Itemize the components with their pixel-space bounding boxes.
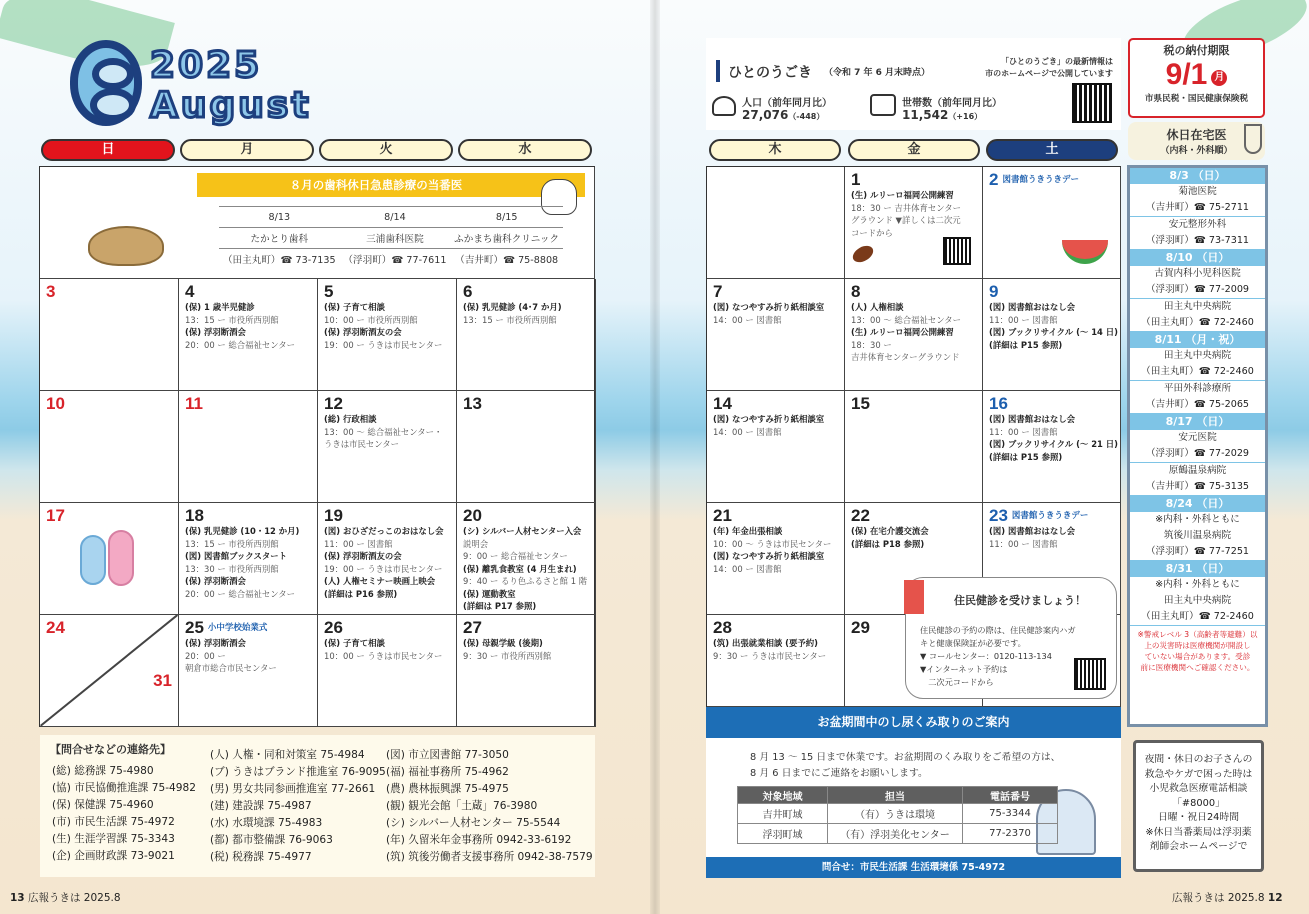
title-bar-icon <box>716 60 720 82</box>
day-number: 18 <box>185 506 204 525</box>
contact-col-3 <box>386 747 593 866</box>
day-number: 15 <box>851 394 870 413</box>
day-number: 29 <box>851 618 870 637</box>
year-title: 2025 August <box>150 45 312 126</box>
table-cell: （有）浮羽美化センター <box>828 824 963 844</box>
holiday-doctor-entry <box>1130 381 1265 414</box>
table-cell: 77-2370 <box>963 824 1058 844</box>
event-line: コードから <box>851 227 893 238</box>
event-line: (保) 母親学級 (後期) <box>463 638 543 648</box>
holiday-doctor-sub: （内科・外科順） <box>1160 146 1233 156</box>
contact-entry: (総) 総務課 75-4980 <box>52 765 154 777</box>
contact-col-1 <box>52 763 196 865</box>
calendar-day-12 <box>318 391 457 503</box>
event-line: (生) ルリーロ福岡公開練習 <box>851 327 954 337</box>
event-line: (保) 浮羽断酒友の会 <box>324 327 402 337</box>
weekday-tue: 火 <box>319 139 453 161</box>
contact-list <box>40 735 595 877</box>
contact-entry: (人) 人権・同和対策室 75-4984 <box>210 749 365 761</box>
holiday-doctor-title: 休日在宅医 <box>1166 128 1227 142</box>
calendar-day-24 <box>40 615 179 727</box>
health-checkup-box <box>905 577 1117 699</box>
calendar-day-2 <box>983 167 1121 279</box>
holiday-doctor-line: 原鶴温泉病院 <box>1168 465 1227 476</box>
event-line: (総) 行政相談 <box>324 414 377 424</box>
day-number-31: 31 <box>153 671 172 690</box>
contact-col-2 <box>210 747 386 866</box>
event-line: 吉井体育センターグラウンド <box>851 352 960 362</box>
day-number: 27 <box>463 618 482 637</box>
event-line: 13：15 ー 市役所西別館 <box>185 538 279 549</box>
event-tag: 小中学校始業式 <box>207 623 268 633</box>
holiday-doctor-entry <box>1130 512 1265 561</box>
holiday-doctor-line: （吉井町）☎ 75-2065 <box>1145 399 1250 410</box>
event-line: (年) 年金出張相談 <box>713 526 783 536</box>
event-line: 10：00 ～ うきは市民センター <box>713 538 832 549</box>
weekday-wed: 水 <box>458 139 592 161</box>
event-line: (図) おひざだっこのおはなし会 <box>324 526 444 536</box>
straw-hat-icon <box>88 226 164 266</box>
contact-title: 【問合せなどの連絡先】 <box>50 743 171 756</box>
footer-right: 広報うきは 2025.8 12 <box>1172 892 1283 904</box>
health-checkup-title: 住民健診を受けましょう！ <box>954 594 1086 607</box>
obon-text: 8 月 13 ～ 15 日まで休業です。お盆期間のくみ取りをご希望の方は、 8 月 6 日までにご連絡をお願いします。 <box>750 752 1061 779</box>
holiday-doctor-line: 田主丸中央病院 <box>1163 301 1232 312</box>
calendar-day-25 <box>179 615 318 727</box>
event-line: 9：30 ー うきは市民センター <box>713 650 827 661</box>
event-line: (保) 浮羽断酒友の会 <box>324 551 402 561</box>
day-number: 10 <box>46 394 65 413</box>
event-line: 説明会 <box>463 538 489 549</box>
event-line: 9：40 ー るり色ふるさと館 1 階 <box>463 576 588 586</box>
dental-title: ８月の歯科休日急患診療の当番医 <box>197 173 585 197</box>
calendar-day-8 <box>845 279 983 391</box>
contact-entry: (年) 久留米年金事務所 0942-33-6192 <box>386 834 572 846</box>
event-line: (人) 人権セミナー映画上映会 <box>324 576 436 586</box>
day-number: 6 <box>463 282 473 301</box>
event-line: 14：00 ー 図書館 <box>713 426 782 437</box>
event-line: 朝倉市総合市民センター <box>185 663 277 673</box>
qr-code-icon[interactable] <box>1074 658 1106 690</box>
calendar-day-21 <box>707 503 845 615</box>
contact-entry: (図) 市立図書館 77-3050 <box>386 749 509 761</box>
night-line: ※休日当番薬局は浮羽薬 <box>1145 826 1252 838</box>
event-line: 9：30 ー 市役所西別館 <box>463 650 552 661</box>
event-line: 11：00 ー 図書館 <box>324 538 393 549</box>
holiday-date-header: 8/3 （日） <box>1130 168 1265 184</box>
bookmark-icon <box>904 580 924 614</box>
day-number: 25 <box>185 618 204 637</box>
calendar-day-3 <box>40 279 179 391</box>
event-line: 20：00 ー 総合福祉センター <box>185 588 296 599</box>
dental-date: 8/13 <box>219 207 340 228</box>
holiday-doctor-entry <box>1130 430 1265 463</box>
dental-clinic: たかとり歯科 <box>219 228 340 249</box>
night-line: 小児救急医療電話相談 <box>1149 783 1248 794</box>
table-header: 担当 <box>828 787 963 804</box>
stethoscope-icon <box>1244 124 1262 154</box>
population-date: （令和 7 年 6 月末時点） <box>824 68 931 78</box>
night-line: 剤師会ホームページで <box>1149 841 1248 852</box>
dental-phone: （吉井町）☎ 75-8808 <box>450 249 563 270</box>
event-line: 19：00 ー うきは市民センター <box>324 339 443 350</box>
event-line: (生) ルリーロ福岡公開練習 <box>851 190 954 200</box>
event-line: 14：00 ー 図書館 <box>713 314 782 325</box>
event-line: (人) 人権相談 <box>851 302 904 312</box>
calendar-blank-cell <box>707 167 845 279</box>
event-line: (保) 離乳食教室 (4 月生まれ) <box>463 563 577 574</box>
contact-entry: (筑) 筑後労働者支援事務所 0942-38-7579 <box>386 851 593 863</box>
event-line: 20：00 ー 総合福祉センター <box>185 339 296 350</box>
event-line: (詳細は P16 参照) <box>324 588 398 599</box>
weekday-sat: 土 <box>986 139 1118 161</box>
calendar-day-11 <box>179 391 318 503</box>
day-number: 16 <box>989 394 1008 413</box>
event-line: (保) 子育て相談 <box>324 302 385 312</box>
day-number: 17 <box>46 506 65 525</box>
dental-date: 8/15 <box>450 207 563 228</box>
disaster-note <box>1130 626 1265 673</box>
day-number: 26 <box>324 618 343 637</box>
population-label: 人口（前年同月比） <box>742 98 832 109</box>
disaster-note-line: 上の災害時は医療機関が開設し <box>1144 641 1251 650</box>
contact-entry: (市) 市民生活課 75-4972 <box>52 816 175 828</box>
holiday-doctor-line: 古賀内科小児科医院 <box>1154 268 1241 279</box>
event-line: グラウンド ▼詳しくは二次元 <box>851 215 961 225</box>
dental-table <box>219 206 563 270</box>
night-line: 「#8000」 <box>1172 797 1225 809</box>
table-header: 対象地域 <box>738 787 828 804</box>
event-line: (詳細は P17 参照) <box>463 601 537 611</box>
event-line: (保) 乳児健診 (10・12 か月) <box>185 526 300 536</box>
event-line: 18：30 ー 吉井体育センター <box>851 202 962 213</box>
event-line: 13：30 ー 市役所西別館 <box>185 563 279 574</box>
month-number-graphic <box>70 40 142 126</box>
event-line: 14：00 ー 図書館 <box>713 563 782 574</box>
table-cell: 浮羽町域 <box>738 824 828 844</box>
holiday-date-header: 8/11 （月・祝） <box>1130 332 1265 348</box>
weekday-mon: 月 <box>180 139 314 161</box>
event-line: 10：00 ー 市役所西別館 <box>324 314 418 325</box>
calendar-day-6 <box>457 279 596 391</box>
holiday-doctor-line: （田主丸町）☎ 72-2460 <box>1141 366 1254 377</box>
contact-entry: (生) 生涯学習課 75-3343 <box>52 833 175 845</box>
event-line: 13：00 ～ 総合福祉センター <box>851 314 962 325</box>
holiday-doctor-entry <box>1130 184 1265 217</box>
obon-title: お盆期間中のし尿くみ取りのご案内 <box>706 707 1121 738</box>
night-line: 夜間・休日のお子さんの <box>1144 754 1253 765</box>
event-line: うきは市民センター <box>324 439 400 449</box>
disaster-note-line: ていない場合があります。受診 <box>1144 652 1251 661</box>
holiday-date-header: 8/17 （日） <box>1130 414 1265 430</box>
weekday-fri: 金 <box>848 139 980 161</box>
event-line: 11：00 ー 図書館 <box>989 538 1058 549</box>
holiday-doctor-line: 筑後川温泉病院 <box>1163 530 1232 541</box>
contact-entry: (企) 企画財政課 73-9021 <box>52 850 175 862</box>
day-number: 14 <box>713 394 732 413</box>
contact-entry: (都) 都市整備課 76-9063 <box>210 834 333 846</box>
footer-left: 13 広報うきは 2025.8 <box>10 892 121 904</box>
holiday-doctor-line: （吉井町）☎ 75-3135 <box>1145 481 1250 492</box>
contact-entry: (建) 建設課 75-4987 <box>210 800 312 812</box>
dental-holiday-box <box>197 173 585 270</box>
event-line: 10：00 ー うきは市民センター <box>324 650 443 661</box>
calendar-day-14 <box>707 391 845 503</box>
holiday-doctor-entry <box>1130 463 1265 496</box>
obon-contact: 問合せ：市民生活課 生活環境係 75-4972 <box>706 857 1121 878</box>
sandal-icon <box>80 535 106 585</box>
tax-deadline-box <box>1128 38 1265 118</box>
health-checkup-line: ▼ コールセンター：0120-113-134 <box>920 651 1052 661</box>
day-number: 13 <box>463 394 482 413</box>
holiday-doctor-entry <box>1130 266 1265 299</box>
contact-entry: (観) 観光会館「土蔵」76-3980 <box>386 800 538 812</box>
holiday-date-header: 8/24 （日） <box>1130 496 1265 512</box>
event-line: (詳細は P18 参照) <box>851 538 925 549</box>
holiday-date-header: 8/10 （日） <box>1130 250 1265 266</box>
disaster-note-line: 前に医療機関へご確認ください。 <box>1140 663 1255 672</box>
dental-phone: （浮羽町）☎ 77-7611 <box>340 249 451 270</box>
sandal-icon <box>108 530 134 586</box>
contact-entry: (税) 税務課 75-4977 <box>210 851 312 863</box>
holiday-doctor-line: （浮羽町）☎ 73-7311 <box>1145 235 1250 246</box>
event-line: 9：00 ー 総合福祉センター <box>463 551 568 561</box>
health-checkup-line: 二次元コードから <box>920 677 994 687</box>
day-number: 7 <box>713 282 723 301</box>
qr-code-icon[interactable] <box>1072 83 1112 123</box>
obon-table <box>737 786 1058 844</box>
calendar-day-5 <box>318 279 457 391</box>
event-line: (詳細は P15 参照) <box>989 451 1063 462</box>
event-line: 13：00 ～ 総合福祉センター・ <box>324 426 443 437</box>
population-title: ひとのうごき <box>728 65 812 81</box>
holiday-date-header: 8/31 （日） <box>1130 561 1265 577</box>
household-label: 世帯数（前年同月比） <box>902 98 1002 109</box>
contact-entry: (シ) シルバー人材センター 75-5544 <box>386 817 561 829</box>
day-number: 3 <box>46 282 56 301</box>
holiday-doctor-entry <box>1130 299 1265 332</box>
household-value: 11,542（+16） <box>902 108 983 122</box>
holiday-doctor-line: ※内科・外科ともに <box>1155 579 1240 590</box>
event-line: 13：15 ー 市役所西別館 <box>185 314 279 325</box>
calendar-day-15 <box>845 391 983 503</box>
weekday-sun: 日 <box>41 139 175 161</box>
qr-code-icon[interactable] <box>943 237 971 265</box>
day-number: 21 <box>713 506 732 525</box>
tax-title: 税の納付期限 <box>1163 44 1230 57</box>
contact-entry: (ブ) うきはブランド推進室 76-9095 <box>210 766 386 778</box>
population-value: 27,076（-448） <box>742 108 825 122</box>
holiday-doctor-line: 安元医院 <box>1178 432 1217 443</box>
dental-clinic: 三浦歯科医院 <box>340 228 451 249</box>
day-number: 23 <box>989 506 1008 525</box>
day-number: 8 <box>851 282 861 301</box>
house-icon <box>870 94 896 116</box>
calendar-day-20 <box>457 503 596 615</box>
event-line: (図) 図書館おはなし会 <box>989 526 1075 536</box>
calendar-day-7 <box>707 279 845 391</box>
event-line: (図) ブックリサイクル (～ 21 日) <box>989 439 1118 449</box>
holiday-doctor-line: 菊池医院 <box>1178 186 1217 197</box>
event-line: (図) なつやすみ折り紙相談室 <box>713 551 825 561</box>
night-line: 日曜・祝日24時間 <box>1157 812 1240 823</box>
population-box <box>706 38 1121 130</box>
calendar-day-9 <box>983 279 1121 391</box>
day-number: 11 <box>185 394 203 413</box>
contact-entry: (福) 福祉事務所 75-4962 <box>386 766 509 778</box>
table-cell: 吉井町域 <box>738 804 828 824</box>
holiday-doctor-list <box>1127 165 1268 727</box>
event-line: 20：00 ー <box>185 650 226 661</box>
calendar-day-28 <box>707 615 845 707</box>
contact-entry: (水) 水環境課 75-4983 <box>210 817 323 829</box>
contact-entry: (農) 農林振興課 75-4975 <box>386 783 509 795</box>
event-line: 13：15 ー 市役所西別館 <box>463 314 557 325</box>
holiday-doctor-entry <box>1130 217 1265 250</box>
day-number: 1 <box>851 170 861 189</box>
event-line: (詳細は P15 参照) <box>989 339 1063 350</box>
day-number: 28 <box>713 618 732 637</box>
holiday-doctor-line: 安元整形外科 <box>1168 219 1227 230</box>
holiday-doctor-line: （吉井町）☎ 75-2711 <box>1145 202 1250 213</box>
table-cell: （有）うきは環境 <box>828 804 963 824</box>
holiday-doctor-entry <box>1130 348 1265 381</box>
health-checkup-line: ▼インターネット予約は <box>920 664 1008 674</box>
event-line: (保) 在宅介護交流会 <box>851 526 929 536</box>
event-line: 11：00 ー 図書館 <box>989 314 1058 325</box>
dental-date: 8/14 <box>340 207 451 228</box>
event-line: (保) 子育て相談 <box>324 638 385 648</box>
holiday-doctor-line: 田主丸中央病院 <box>1163 595 1232 606</box>
event-line: (保) 1 歳半児健診 <box>185 302 255 312</box>
health-checkup-text <box>920 624 1076 689</box>
event-line: (図) 図書館おはなし会 <box>989 414 1075 424</box>
event-line: (図) ブックリサイクル (～ 14 日) <box>989 327 1118 337</box>
day-number: 4 <box>185 282 195 301</box>
holiday-doctor-entry <box>1130 577 1265 626</box>
event-line: (シ) シルバー人材センター入会 <box>463 526 582 536</box>
calendar-day-13 <box>457 391 596 503</box>
event-line: (図) 図書館ブックスタート <box>185 551 288 561</box>
event-line: (図) なつやすみ折り紙相談室 <box>713 302 825 312</box>
holiday-doctor-line: （浮羽町）☎ 77-2009 <box>1145 284 1250 295</box>
day-number: 9 <box>989 282 999 301</box>
holiday-doctor-line: （浮羽町）☎ 77-2029 <box>1145 448 1250 459</box>
holiday-doctor-line: （浮羽町）☎ 77-7251 <box>1145 546 1250 557</box>
holiday-doctor-line: 田主丸中央病院 <box>1163 350 1232 361</box>
table-header: 電話番号 <box>963 787 1058 804</box>
contact-entry: (男) 男女共同参画推進室 77-2661 <box>210 783 376 795</box>
health-checkup-line: キと健康保険証が必要です。 <box>920 638 1026 648</box>
event-line: (保) 乳児健診 (4･7 か月) <box>463 302 562 312</box>
day-number: 22 <box>851 506 870 525</box>
holiday-doctor-line: （田主丸町）☎ 72-2460 <box>1141 317 1254 328</box>
calendar-day-10 <box>40 391 179 503</box>
day-number: 20 <box>463 506 482 525</box>
contact-entry: (保) 保健課 75-4960 <box>52 799 154 811</box>
table-cell: 75-3344 <box>963 804 1058 824</box>
day-number: 12 <box>324 394 343 413</box>
day-number: 5 <box>324 282 334 301</box>
event-line: (保) 浮羽断酒会 <box>185 576 246 586</box>
holiday-doctor-line: ※内科・外科ともに <box>1155 514 1240 525</box>
health-checkup-line: 住民健診の予約の際は、住民健診案内ハガ <box>920 625 1076 635</box>
population-note: 「ひとのうごき」の最新情報は 市のホームページで公開しています <box>985 57 1113 78</box>
event-line: 11：00 ー 図書館 <box>989 426 1058 437</box>
calendar-day-27 <box>457 615 596 727</box>
contact-entry: (協) 市民協働推進課 75-4982 <box>52 782 197 794</box>
event-line: 19：00 ー うきは市民センター <box>324 563 443 574</box>
calendar-day-19 <box>318 503 457 615</box>
tax-items: 市県民税・国民健康保険税 <box>1144 94 1249 104</box>
event-line: (保) 浮羽断酒会 <box>185 327 246 337</box>
event-line: (図) 図書館おはなし会 <box>989 302 1075 312</box>
event-line: (保) 浮羽断酒会 <box>185 638 246 648</box>
event-tag: 図書館うきうきデー <box>1002 175 1079 185</box>
night-line: 救急やケガで困った時は <box>1144 768 1253 780</box>
weekday-thu: 木 <box>709 139 841 161</box>
event-line: (保) 運動教室 <box>463 588 516 599</box>
dental-phone: （田主丸町）☎ 73-7135 <box>219 249 340 270</box>
event-line: (図) なつやすみ折り紙相談室 <box>713 414 825 424</box>
holiday-doctor-line: 平田外科診療所 <box>1163 383 1232 394</box>
day-number: 19 <box>324 506 343 525</box>
event-line: (筑) 出張就業相談 (要予約) <box>713 638 818 648</box>
night-emergency-box <box>1133 740 1264 872</box>
day-number: 2 <box>989 170 999 189</box>
people-icon <box>712 96 736 116</box>
holiday-doctor-line: （田主丸町）☎ 72-2460 <box>1141 611 1254 622</box>
tax-date: 9/1 月 <box>1130 58 1263 92</box>
dental-clinic: ふかまち歯科クリニック <box>450 228 563 249</box>
day-number: 24 <box>46 618 65 637</box>
calendar-day-18 <box>179 503 318 615</box>
calendar-day-26 <box>318 615 457 727</box>
calendar-day-16 <box>983 391 1121 503</box>
calendar-day-4 <box>179 279 318 391</box>
event-line: 18：30 ー <box>851 339 892 350</box>
page-fold <box>650 0 660 914</box>
event-tag: 図書館うきうきデー <box>1011 511 1089 521</box>
disaster-note-line: ※警戒レベル 3（高齢者等避難）以 <box>1137 630 1258 639</box>
